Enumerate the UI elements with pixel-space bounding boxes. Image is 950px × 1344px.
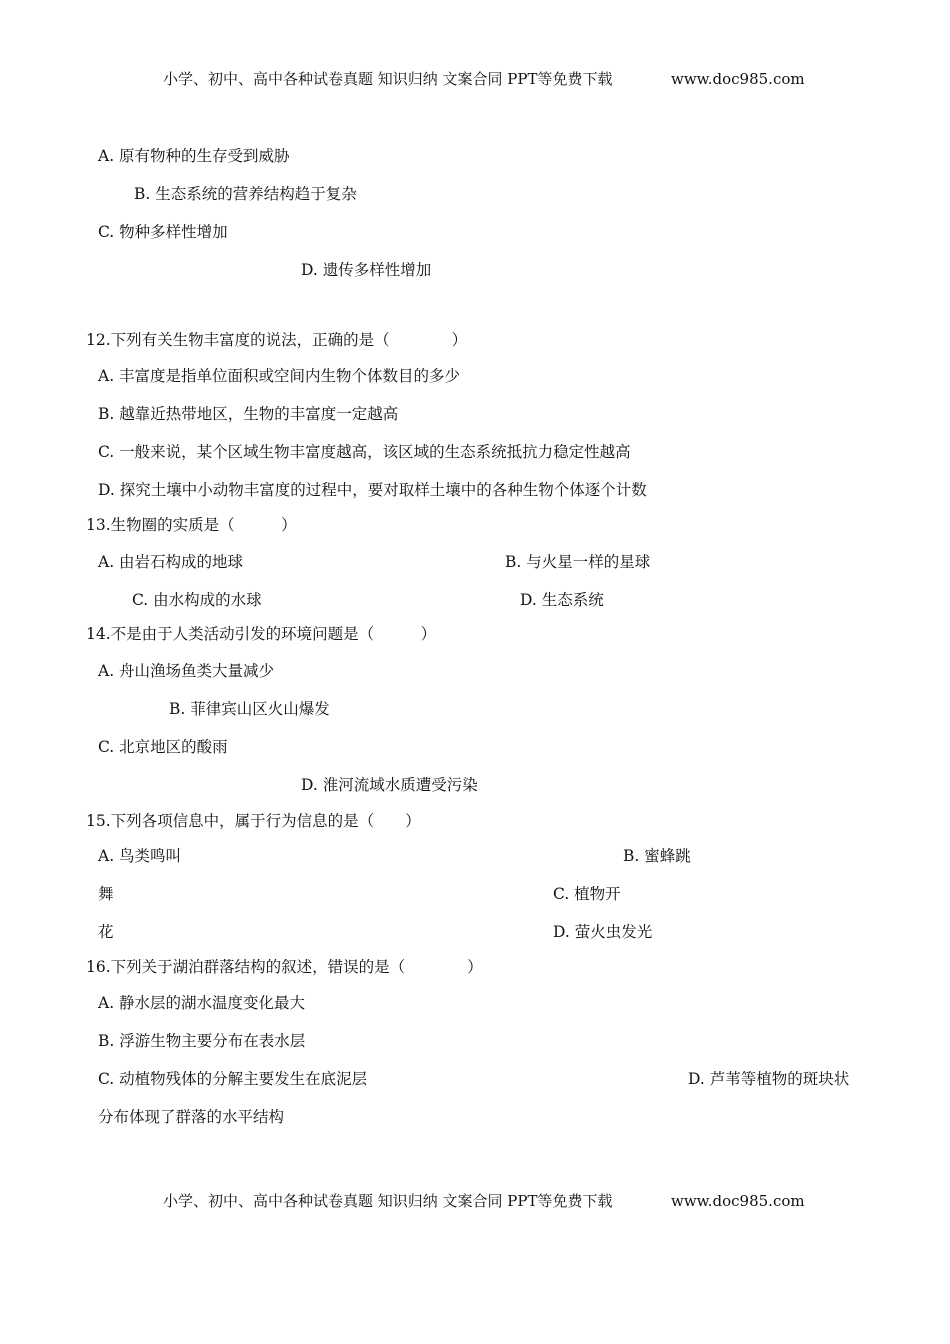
page-header-text: 小学、初中、高中各种试卷真题 知识归纳 文案合同 PPT等免费下载 <box>163 70 613 88</box>
page-header-url: www.doc985.com <box>671 70 805 88</box>
page-footer-url: www.doc985.com <box>671 1192 805 1210</box>
q12-option-b: B. 越靠近热带地区，生物的丰富度一定越高 <box>98 405 399 423</box>
q16-option-c: C. 动植物残体的分解主要发生在底泥层 <box>98 1070 368 1088</box>
q15-option-b: B. 蜜蜂跳 <box>623 847 691 865</box>
q16-option-b: B. 浮游生物主要分布在表水层 <box>98 1032 306 1050</box>
q15-option-b-continued: 舞 <box>98 885 114 903</box>
q14-stem: 14.不是由于人类活动引发的环境问题是（ ） <box>86 625 437 643</box>
q16-option-d-continued: 分布体现了群落的水平结构 <box>98 1108 285 1126</box>
q14-option-b: B. 菲律宾山区火山爆发 <box>169 700 330 718</box>
q16-option-a: A. 静水层的湖水温度变化最大 <box>98 994 306 1012</box>
q12-stem: 12.下列有关生物丰富度的说法，正确的是（ ） <box>86 331 468 349</box>
q11-option-b: B. 生态系统的营养结构趋于复杂 <box>134 185 357 203</box>
q14-option-d: D. 淮河流域水质遭受污染 <box>301 776 478 794</box>
q13-stem: 13.生物圈的实质是（ ） <box>86 516 297 534</box>
page-footer-text: 小学、初中、高中各种试卷真题 知识归纳 文案合同 PPT等免费下载 <box>163 1192 613 1210</box>
q13-option-a: A. 由岩石构成的地球 <box>98 553 244 571</box>
q15-option-d: D. 萤火虫发光 <box>553 923 653 941</box>
q12-option-d: D. 探究土壤中小动物丰富度的过程中，要对取样土壤中的各种生物个体逐个计数 <box>98 481 647 499</box>
q12-option-a: A. 丰富度是指单位面积或空间内生物个体数目的多少 <box>98 367 461 385</box>
q13-option-c: C. 由水构成的水球 <box>132 591 262 609</box>
q14-option-c: C. 北京地区的酸雨 <box>98 738 228 756</box>
q11-option-a: A. 原有物种的生存受到威胁 <box>98 147 290 165</box>
q15-stem: 15.下列各项信息中，属于行为信息的是（ ） <box>86 812 421 830</box>
q13-option-b: B. 与火星一样的星球 <box>505 553 651 571</box>
q11-option-c: C. 物种多样性增加 <box>98 223 228 241</box>
q15-option-a: A. 鸟类鸣叫 <box>98 847 182 865</box>
q15-option-c-continued: 花 <box>98 923 114 941</box>
q12-option-c: C. 一般来说，某个区域生物丰富度越高，该区域的生态系统抵抗力稳定性越高 <box>98 443 631 461</box>
q11-option-d: D. 遗传多样性增加 <box>301 261 432 279</box>
q15-option-c: C. 植物开 <box>553 885 621 903</box>
q16-option-d: D. 芦苇等植物的斑块状 <box>688 1070 850 1088</box>
q13-option-d: D. 生态系统 <box>520 591 604 609</box>
q14-option-a: A. 舟山渔场鱼类大量减少 <box>98 662 275 680</box>
q16-stem: 16.下列关于湖泊群落结构的叙述，错误的是（ ） <box>86 958 483 976</box>
